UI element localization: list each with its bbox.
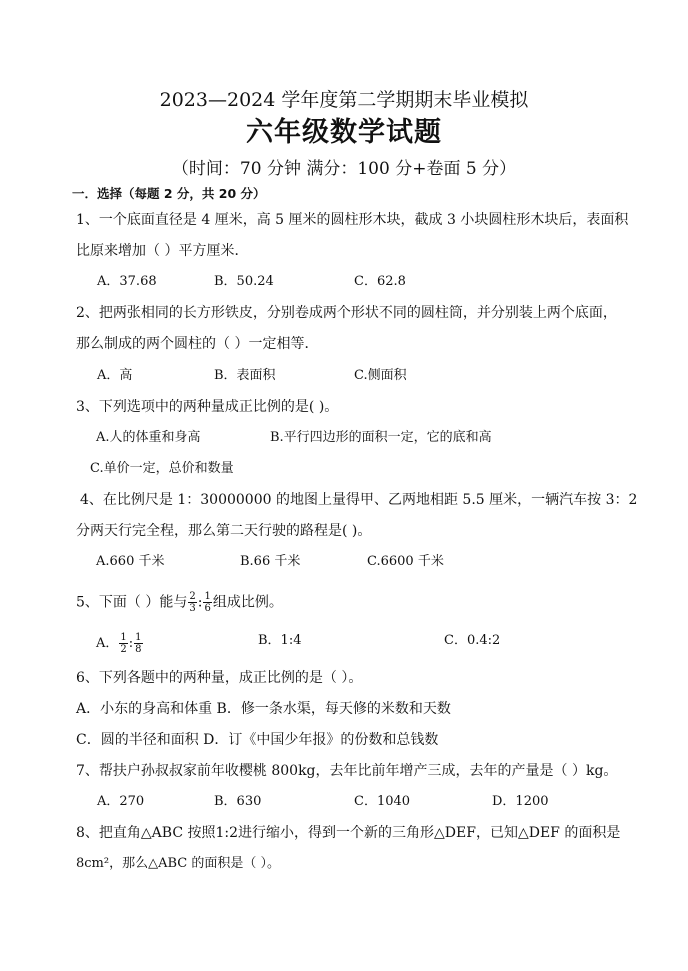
question-1-option-a: A．37.68 bbox=[97, 274, 157, 289]
fraction-denominator: 8 bbox=[135, 644, 142, 655]
question-2-option-a: A．高 bbox=[97, 368, 133, 383]
question-6-line-2: A．小东的身高和体重 B．修一条水渠，每天修的米数和天数 bbox=[76, 701, 451, 717]
fraction-one-eighth bbox=[134, 632, 142, 655]
exam-title: 六年级数学试题 bbox=[246, 117, 442, 148]
question-3-option-b: B.平行四边形的面积一定，它的底和高 bbox=[270, 430, 492, 445]
fraction-numerator: 1 bbox=[120, 632, 127, 643]
question-7-option-d: D．1200 bbox=[492, 794, 549, 809]
ratio-colon: : bbox=[128, 636, 134, 651]
question-5-stem bbox=[76, 591, 283, 614]
question-2-option-b: B．表面积 bbox=[214, 368, 276, 383]
question-4-option-b: B.66 千米 bbox=[240, 554, 301, 569]
question-1-line-1: 1、一个底面直径是 4 厘米，高 5 厘米的圆柱形木块，截成 3 小块圆柱形木块后，表面积 bbox=[76, 212, 629, 228]
exam-term-heading: 2023—2024 学年度第二学期期末毕业模拟 bbox=[159, 89, 529, 111]
question-7-line-1: 7、帮扶户孙叔叔家前年收樱桃 800kg，去年比前年增产三成，去年的产量是（ ）kg。 bbox=[76, 763, 618, 779]
question-1-line-2: 比原来增加（ ）平方厘米． bbox=[76, 243, 249, 259]
question-1-option-c: C．62.8 bbox=[354, 274, 406, 289]
question-5-option-c: C．0.4:2 bbox=[444, 633, 501, 648]
question-6-line-1: 6、下列各题中的两种量，成正比例的是（ ）。 bbox=[76, 670, 363, 686]
fraction-numerator: 1 bbox=[135, 632, 142, 643]
question-1-option-b: B．50.24 bbox=[214, 274, 274, 289]
question-5-option-b: B．1:4 bbox=[258, 633, 302, 648]
question-4-line-1: 4、在比例尺是 1：30000000 的地图上量得甲、乙两地相距 5.5 厘米，一辆汽车按 3：2 bbox=[80, 492, 638, 508]
fraction-denominator: 2 bbox=[120, 644, 127, 655]
question-7-option-a: A．270 bbox=[97, 794, 145, 809]
fraction-denominator: 3 bbox=[189, 603, 196, 614]
fraction-numerator: 1 bbox=[204, 591, 211, 602]
question-2-line-1: 2、把两张相同的长方形铁皮，分别卷成两个形状不同的圆柱筒，并分别装上两个底面， bbox=[76, 305, 617, 321]
question-5-option-a bbox=[96, 632, 144, 655]
question-3-option-c: C.单价一定，总价和数量 bbox=[90, 461, 234, 476]
question-8-line-2: 8cm²，那么△ABC 的面积是（ ）。 bbox=[76, 856, 280, 871]
question-4-option-c: C.6600 千米 bbox=[367, 554, 444, 569]
option-a-label: A． bbox=[96, 636, 119, 651]
question-3-line-1: 3、下列选项中的两种量成正比例的是( )。 bbox=[76, 399, 339, 415]
question-7-option-c: C．1040 bbox=[354, 794, 411, 809]
question-2-line-2: 那么制成的两个圆柱的（ ）一定相等． bbox=[76, 336, 319, 352]
fraction-one-half bbox=[119, 632, 127, 655]
question-6-line-3: C．圆的半径和面积 D．订《中国少年报》的份数和总钱数 bbox=[76, 732, 439, 748]
ratio-colon: : bbox=[197, 594, 203, 611]
fraction-numerator: 2 bbox=[189, 591, 196, 602]
fraction-one-sixth bbox=[203, 591, 211, 614]
question-2-option-c: C.侧面积 bbox=[354, 368, 407, 383]
question-3-option-a: A.人的体重和身高 bbox=[96, 430, 201, 445]
question-7-option-b: B．630 bbox=[214, 794, 262, 809]
question-4-line-2: 分两天行完全程，那么第二天行驶的路程是( )。 bbox=[76, 523, 372, 539]
exam-time-score: （时间：70 分钟 满分：100 分+卷面 5 分） bbox=[171, 159, 517, 179]
question-8-line-1: 8、把直角△ABC 按照1:2进行缩小，得到一个新的三角形△DEF，已知△DEF 的面积是 bbox=[76, 825, 621, 841]
question-5-prefix: 5、下面（ ）能与 bbox=[76, 594, 188, 611]
question-5-suffix: 组成比例。 bbox=[212, 594, 283, 611]
question-4-option-a: A.660 千米 bbox=[96, 554, 165, 569]
fraction-two-thirds bbox=[188, 591, 196, 614]
section-heading: 一．选择（每题 2 分，共 20 分） bbox=[72, 186, 266, 201]
fraction-denominator: 6 bbox=[204, 603, 211, 614]
